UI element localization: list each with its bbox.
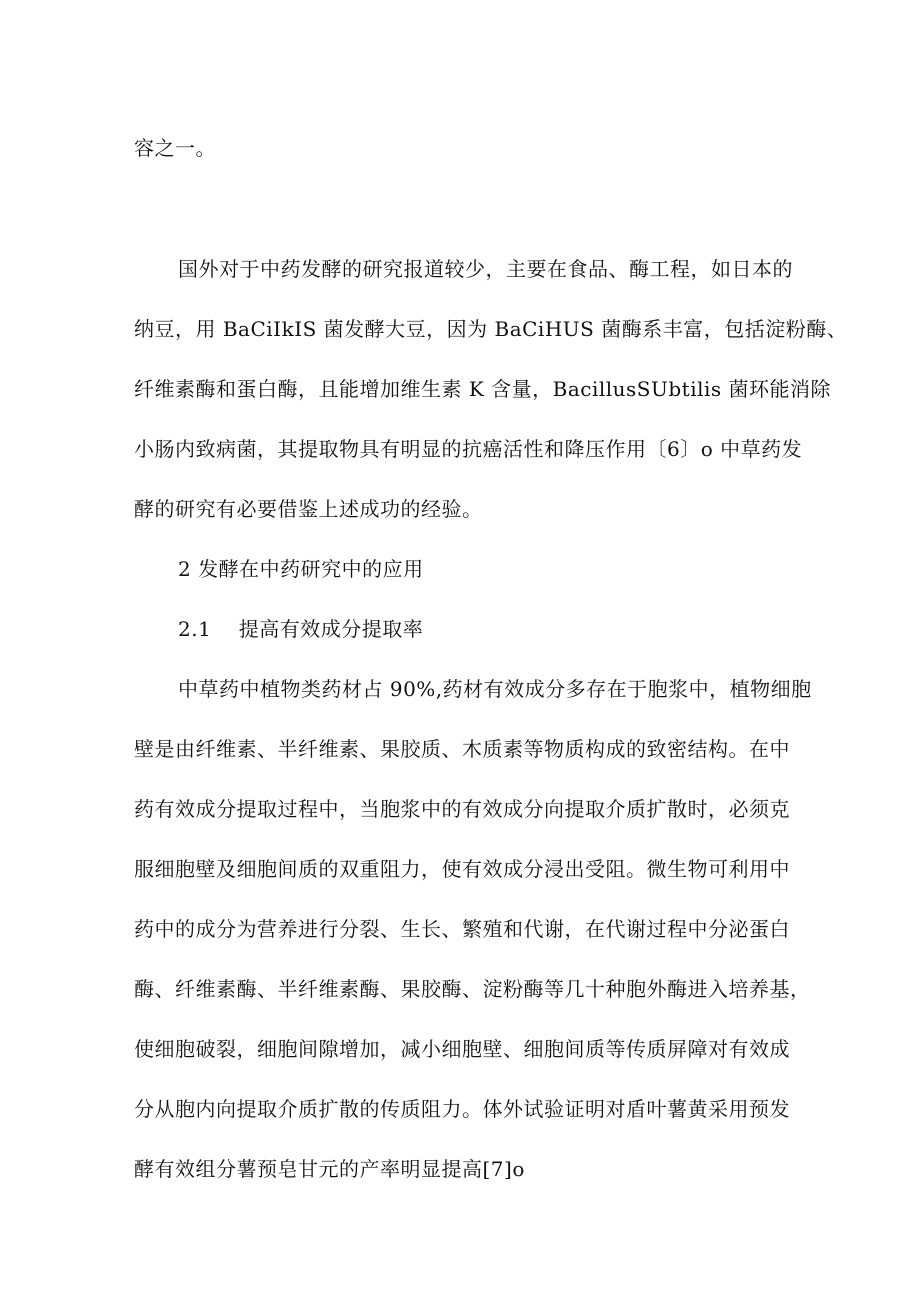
paragraph-3-line-8: 分从胞内向提取介质扩散的传质阻力。体外试验证明对盾叶薯黄采用预发	[134, 1097, 790, 1121]
paragraph-3-line-7: 使细胞破裂，细胞间隙增加，减小细胞壁、细胞间质等传质屏障对有效成	[134, 1037, 790, 1061]
paragraph-2-line-3: 纤维素酶和蛋白酶，且能增加维生素 K 含量，BacillusSUbtilis 菌环能消除	[134, 377, 832, 401]
paragraph-2-line-2: 纳豆，用 BaCiIkIS 菌发酵大豆，因为 BaCiHUS 菌酶系丰富，包括淀粉酶、	[134, 317, 848, 341]
paragraph-1-line-1: 容之一。	[134, 136, 216, 160]
paragraph-2-line-4: 小肠内致病菌，其提取物具有明显的抗癌活性和降压作用〔6〕o 中草药发	[134, 437, 803, 461]
paragraph-3-line-2: 壁是由纤维素、半纤维素、果胶质、木质素等物质构成的致密结构。在中	[134, 737, 790, 761]
section-heading-2-1: 2.1 提高有效成分提取率	[178, 617, 424, 641]
paragraph-3-line-3: 药有效成分提取过程中，当胞浆中的有效成分向提取介质扩散时，必须克	[134, 797, 790, 821]
paragraph-2-line-1: 国外对于中药发酵的研究报道较少，主要在食品、酶工程，如日本的	[178, 257, 793, 281]
paragraph-3-line-6: 酶、纤维素酶、半纤维素酶、果胶酶、淀粉酶等几十种胞外酶进入培养基，	[134, 977, 811, 1001]
paragraph-2-line-5: 酵的研究有必要借鉴上述成功的经验。	[134, 497, 483, 521]
paragraph-3-line-5: 药中的成分为营养进行分裂、生长、繁殖和代谢，在代谢过程中分泌蛋白	[134, 917, 790, 941]
section-heading-2: 2 发酵在中药研究中的应用	[178, 557, 424, 581]
paragraph-3-line-1: 中草药中植物类药材占 90%,药材有效成分多存在于胞浆中，植物细胞	[178, 677, 812, 701]
paragraph-3-line-4: 服细胞壁及细胞间质的双重阻力，使有效成分浸出受阻。微生物可利用中	[134, 857, 790, 881]
paragraph-3-line-9: 酵有效组分薯预皂甘元的产率明显提高[7]o	[134, 1157, 525, 1181]
